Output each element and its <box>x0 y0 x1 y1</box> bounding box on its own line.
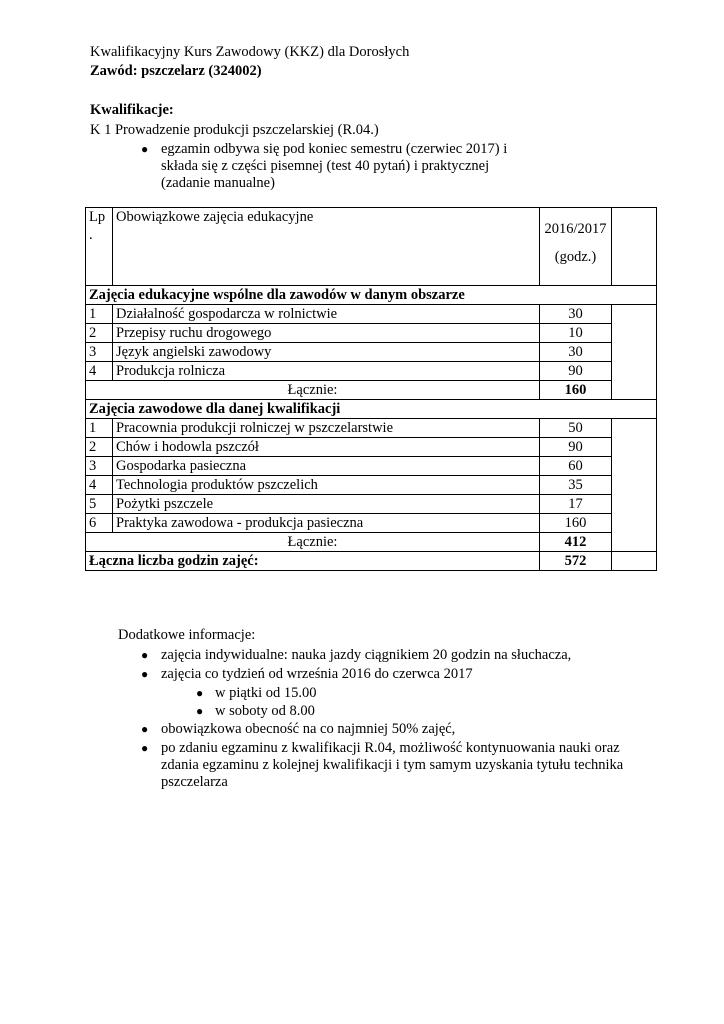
row-hours: 10 <box>540 324 612 343</box>
row-hours: 30 <box>540 305 612 324</box>
lp-header: Lp . <box>86 208 113 286</box>
row-hours: 35 <box>540 476 612 495</box>
table-header-row <box>86 208 657 286</box>
row-lp: 3 <box>86 343 113 362</box>
row-lp: 5 <box>86 495 113 514</box>
qualification-item: K 1 Prowadzenie produkcji pszczelarskiej (R.04.) <box>90 122 379 138</box>
row-lp: 1 <box>86 305 113 324</box>
total-label: Łącznie: <box>86 381 540 400</box>
empty-cell <box>612 552 657 571</box>
empty-column-cell <box>612 419 657 552</box>
row-subject: Produkcja rolnicza <box>113 362 540 381</box>
row-subject: Praktyka zawodowa - produkcja pasieczna <box>113 514 540 533</box>
row-subject: Technologia produktów pszczelich <box>113 476 540 495</box>
row-lp: 6 <box>86 514 113 533</box>
bullet-icon: ● <box>141 648 149 662</box>
info-subitem-1: w piątki od 15.00 <box>215 685 317 701</box>
info-item-2: zajęcia co tydzień od września 2016 do czerwca 2017 <box>161 666 473 682</box>
subjects-header: Obowiązkowe zajęcia edukacyjne <box>113 208 540 286</box>
grand-total-row <box>86 552 657 571</box>
exam-line-2: składa się z części pisemnej (test 40 pytań) i praktycznej <box>161 158 490 174</box>
info-item-1: zajęcia indywidualne: nauka jazdy ciągnikiem 20 godzin na słuchacza, <box>161 647 572 663</box>
empty-header-cell <box>612 208 657 286</box>
row-lp: 2 <box>86 324 113 343</box>
row-subject: Pracownia produkcji rolniczej w pszczelarstwie <box>113 419 540 438</box>
table-row <box>86 495 657 514</box>
row-hours: 90 <box>540 438 612 457</box>
subjects-table <box>85 207 657 571</box>
bullet-icon: ● <box>141 741 149 755</box>
exam-line-3: (zadanie manualne) <box>161 175 275 191</box>
row-lp: 1 <box>86 419 113 438</box>
section-title-row <box>86 286 657 305</box>
additional-heading: Dodatkowe informacje: <box>118 627 256 643</box>
table-row <box>86 514 657 533</box>
table-row <box>86 305 657 324</box>
empty-column-cell <box>612 305 657 400</box>
row-lp: 2 <box>86 438 113 457</box>
qualifications-heading: Kwalifikacje: <box>90 102 174 118</box>
bullet-icon: ● <box>141 667 149 681</box>
row-subject: Przepisy ruchu drogowego <box>113 324 540 343</box>
section1-title: Zajęcia edukacyjne wspólne dla zawodów w danym obszarze <box>86 286 657 305</box>
grand-total-value: 572 <box>540 552 612 571</box>
total-label: Łącznie: <box>86 533 540 552</box>
year-header: 2016/2017 (godz.) <box>540 208 612 286</box>
total-row <box>86 381 657 400</box>
table-row <box>86 343 657 362</box>
table-row <box>86 419 657 438</box>
bullet-icon: ● <box>141 722 149 736</box>
row-lp: 3 <box>86 457 113 476</box>
info-item-3: obowiązkowa obecność na co najmniej 50% zajęć, <box>161 721 456 737</box>
info-item-4-line-3: pszczelarza <box>161 774 228 790</box>
bullet-icon: ● <box>196 686 204 700</box>
row-subject: Chów i hodowla pszczół <box>113 438 540 457</box>
section-title-row <box>86 400 657 419</box>
table-row <box>86 476 657 495</box>
table-row <box>86 324 657 343</box>
section2-title: Zajęcia zawodowe dla danej kwalifikacji <box>86 400 657 419</box>
profession-title: Zawód: pszczelarz (324002) <box>90 63 262 79</box>
table-row <box>86 362 657 381</box>
total-value: 160 <box>540 381 612 400</box>
row-subject: Pożytki pszczele <box>113 495 540 514</box>
row-hours: 30 <box>540 343 612 362</box>
row-hours: 17 <box>540 495 612 514</box>
row-hours: 60 <box>540 457 612 476</box>
row-subject: Działalność gospodarcza w rolnictwie <box>113 305 540 324</box>
grand-total-label: Łączna liczba godzin zajęć: <box>86 552 540 571</box>
row-hours: 90 <box>540 362 612 381</box>
info-item-4-line-2: zdania egzaminu z kolejnej kwalifikacji i tym samym uzyskania tytułu technika <box>161 757 624 773</box>
table-row <box>86 457 657 476</box>
bullet-icon: ● <box>141 142 149 156</box>
total-row <box>86 533 657 552</box>
exam-line-1: egzamin odbywa się pod koniec semestru (czerwiec 2017) i <box>161 141 508 157</box>
info-item-4-line-1: po zdaniu egzaminu z kwalifikacji R.04, możliwość kontynuowania nauki oraz <box>161 740 620 756</box>
row-lp: 4 <box>86 476 113 495</box>
row-subject: Gospodarka pasieczna <box>113 457 540 476</box>
row-subject: Język angielski zawodowy <box>113 343 540 362</box>
row-lp: 4 <box>86 362 113 381</box>
bullet-icon: ● <box>196 704 204 718</box>
row-hours: 160 <box>540 514 612 533</box>
course-title: Kwalifikacyjny Kurs Zawodowy (KKZ) dla Dorosłych <box>90 44 410 60</box>
row-hours: 50 <box>540 419 612 438</box>
total-value: 412 <box>540 533 612 552</box>
info-subitem-2: w soboty od 8.00 <box>215 703 315 719</box>
table-row <box>86 438 657 457</box>
